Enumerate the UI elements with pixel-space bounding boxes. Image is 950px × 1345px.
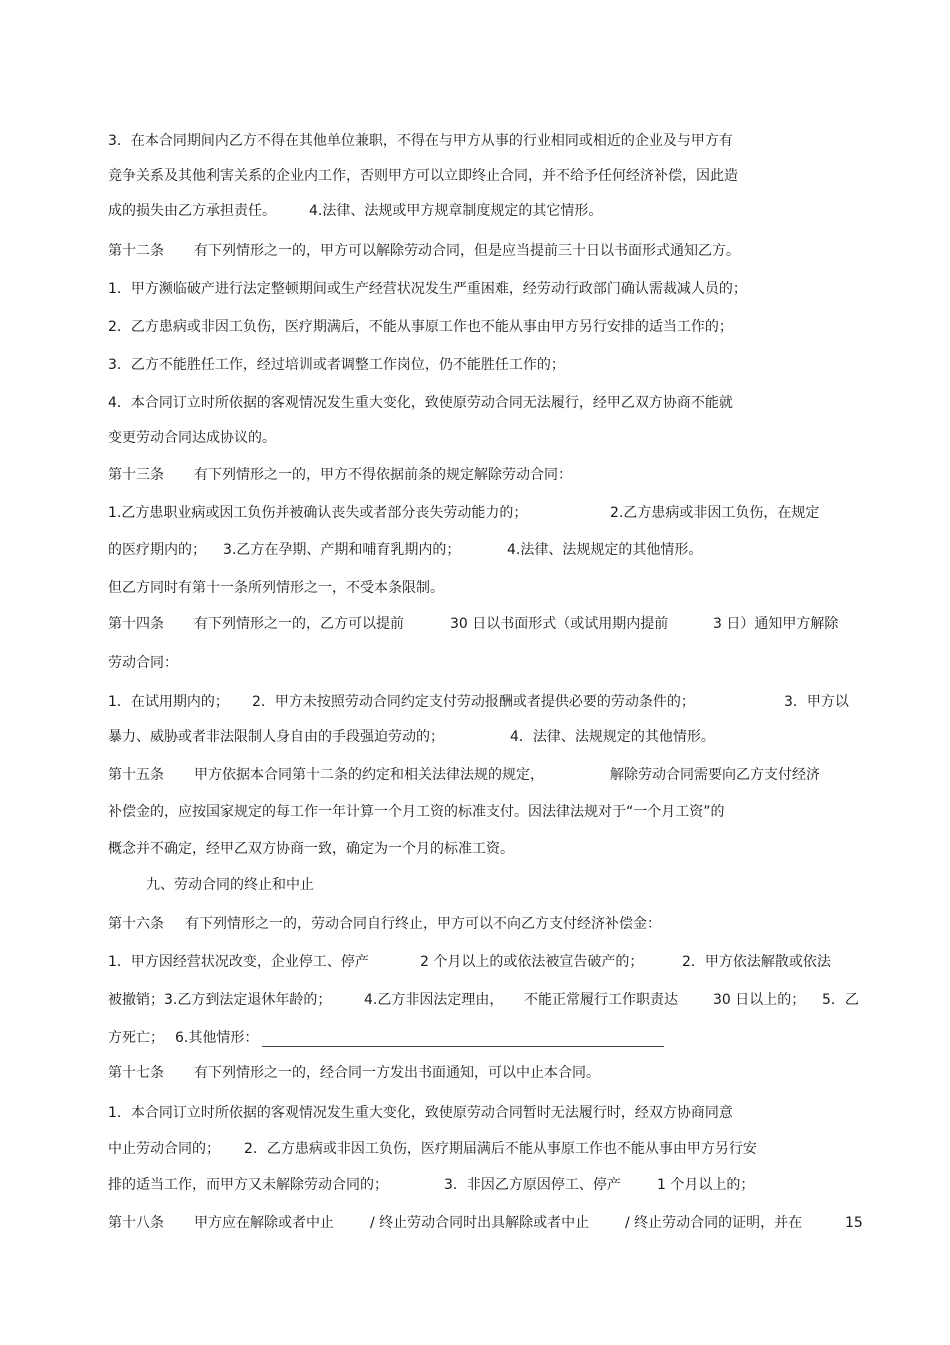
text-line — [0, 128, 950, 154]
text-line — [0, 198, 950, 224]
text-segment: 概念并不确定，经甲乙双方协商一致，确定为一个月的标准工资。 — [108, 841, 514, 857]
text-line — [0, 314, 950, 340]
text-segment: 2．乙方患病或非因工负伤，医疗期满后，不能从事原工作也不能从事由甲方另行安排的适当工作的； — [108, 319, 733, 335]
text-segment: 有下列情形之一的，甲方不得依据前条的规定解除劳动合同： — [194, 467, 572, 483]
text-segment: 3 日）通知甲方解除 — [713, 616, 839, 632]
text-line — [0, 872, 950, 898]
text-line — [0, 1210, 950, 1236]
text-segment: 被撤销；3.乙方到法定退休年龄的； — [108, 992, 332, 1008]
text-segment: 30 日以书面形式（或试用期内提前 — [450, 616, 669, 632]
text-segment: 3．非因乙方原因停工、停产 — [444, 1177, 621, 1193]
text-line — [0, 390, 950, 416]
text-line — [0, 689, 950, 715]
text-line — [0, 911, 950, 937]
text-segment: 第十五条 — [108, 767, 164, 783]
text-segment: 1．在试用期内的； — [108, 694, 229, 710]
text-line — [0, 799, 950, 825]
text-line — [0, 276, 950, 302]
text-segment: 甲方应在解除或者中止 — [194, 1215, 334, 1231]
text-segment: 第十七条 — [108, 1065, 164, 1081]
text-segment: 4．本合同订立时所依据的客观情况发生重大变化，致使原劳动合同无法履行，经甲乙双方协商不能就 — [108, 395, 733, 411]
text-segment: 不能正常履行工作职责达 — [524, 992, 678, 1008]
text-segment: 暴力、威胁或者非法限制人身自由的手段强迫劳动的； — [108, 729, 444, 745]
text-segment: 劳动合同： — [108, 655, 178, 671]
text-segment: 有下列情形之一的，乙方可以提前 — [194, 616, 404, 632]
text-segment: 补偿金的，应按国家规定的每工作一年计算一个月工资的标准支付。因法律法规对于“一个月工资”的 — [108, 804, 725, 820]
text-segment: 的医疗期内的； — [108, 542, 206, 558]
text-line — [0, 1136, 950, 1162]
text-line — [0, 650, 950, 676]
text-line — [0, 163, 950, 189]
text-segment: 1 个月以上的； — [657, 1177, 755, 1193]
text-line — [0, 352, 950, 378]
text-line — [0, 537, 950, 563]
text-line — [0, 462, 950, 488]
text-line — [0, 575, 950, 601]
text-line — [0, 987, 950, 1013]
text-segment: 第十三条 — [108, 467, 164, 483]
text-line — [0, 238, 950, 264]
text-line — [0, 836, 950, 862]
text-segment: 15 — [845, 1215, 863, 1231]
text-segment: 3．乙方不能胜任工作，经过培训或者调整工作岗位，仍不能胜任工作的； — [108, 357, 565, 373]
text-segment: 1．甲方濒临破产进行法定整顿期间或生产经营状况发生严重困难，经劳动行政部门确认需裁减人员的； — [108, 281, 747, 297]
text-segment: 甲方依据本合同第十二条的约定和相关法律法规的规定， — [194, 767, 544, 783]
text-segment: 第十八条 — [108, 1215, 164, 1231]
text-line — [0, 500, 950, 526]
text-segment: 30 日以上的； — [713, 992, 806, 1008]
text-segment: / 终止劳动合同的证明，并在 — [625, 1215, 803, 1231]
text-segment: 6.其他情形： — [175, 1030, 259, 1046]
text-segment: 有下列情形之一的，经合同一方发出书面通知，可以中止本合同。 — [194, 1065, 600, 1081]
text-segment: 有下列情形之一的，甲方可以解除劳动合同，但是应当提前三十日以书面形式通知乙方。 — [194, 243, 740, 259]
fill-in-blank-line — [262, 1032, 664, 1047]
text-segment: 中止劳动合同的； — [108, 1141, 220, 1157]
text-segment: 解除劳动合同需要向乙方支付经济 — [610, 767, 820, 783]
text-segment: 变更劳动合同达成协议的。 — [108, 430, 276, 446]
text-segment: 竞争关系及其他利害关系的企业内工作，否则甲方可以立即终止合同，并不给予任何经济补偿，因此造 — [108, 168, 738, 184]
text-line — [0, 949, 950, 975]
text-segment: 1．甲方因经营状况改变，企业停工、停产 — [108, 954, 369, 970]
text-line — [0, 611, 950, 637]
text-segment: 排的适当工作，而甲方又未解除劳动合同的； — [108, 1177, 388, 1193]
text-segment: 第十六条 — [108, 916, 164, 932]
text-segment: 3．在本合同期间内乙方不得在其他单位兼职，不得在与甲方从事的行业相同或相近的企业及与甲方有 — [108, 133, 733, 149]
text-segment: 2．乙方患病或非因工负伤，医疗期届满后不能从事原工作也不能从事由甲方另行安 — [244, 1141, 757, 1157]
text-segment: 4.法律、法规规定的其他情形。 — [507, 542, 703, 558]
text-segment: 第十二条 — [108, 243, 164, 259]
text-segment: 九、劳动合同的终止和中止 — [146, 877, 314, 893]
text-segment: 2.乙方患病或非因工负伤，在规定 — [610, 505, 820, 521]
text-segment: 方死亡； — [108, 1030, 164, 1046]
text-line — [0, 1060, 950, 1086]
text-line — [0, 1172, 950, 1198]
text-line — [0, 1100, 950, 1126]
text-segment: 2．甲方依法解散或依法 — [682, 954, 831, 970]
text-segment: 第十四条 — [108, 616, 164, 632]
text-line — [0, 1025, 950, 1051]
text-segment: 3.乙方在孕期、产期和哺育乳期内的； — [223, 542, 461, 558]
text-segment: 2．甲方未按照劳动合同约定支付劳动报酬或者提供必要的劳动条件的； — [252, 694, 695, 710]
text-segment: 成的损失由乙方承担责任。 — [108, 203, 276, 219]
text-segment: 有下列情形之一的，劳动合同自行终止，甲方可以不向乙方支付经济补偿金： — [185, 916, 661, 932]
text-segment: 1．本合同订立时所依据的客观情况发生重大变化，致使原劳动合同暂时无法履行时，经双方协商同意 — [108, 1105, 733, 1121]
text-segment: 但乙方同时有第十一条所列情形之一，不受本条限制。 — [108, 580, 444, 596]
text-segment: 4.乙方非因法定理由， — [364, 992, 504, 1008]
text-segment: 2 个月以上的或依法被宣告破产的； — [420, 954, 644, 970]
text-segment: 3．甲方以 — [784, 694, 849, 710]
text-segment: 4．法律、法规规定的其他情形。 — [510, 729, 715, 745]
text-segment: / 终止劳动合同时出具解除或者中止 — [370, 1215, 590, 1231]
text-segment: 5．乙 — [822, 992, 859, 1008]
text-segment: 4.法律、法规或甲方规章制度规定的其它情形。 — [309, 203, 603, 219]
text-line — [0, 762, 950, 788]
text-line — [0, 724, 950, 750]
text-line — [0, 425, 950, 451]
text-segment: 1.乙方患职业病或因工负伤并被确认丧失或者部分丧失劳动能力的； — [108, 505, 528, 521]
